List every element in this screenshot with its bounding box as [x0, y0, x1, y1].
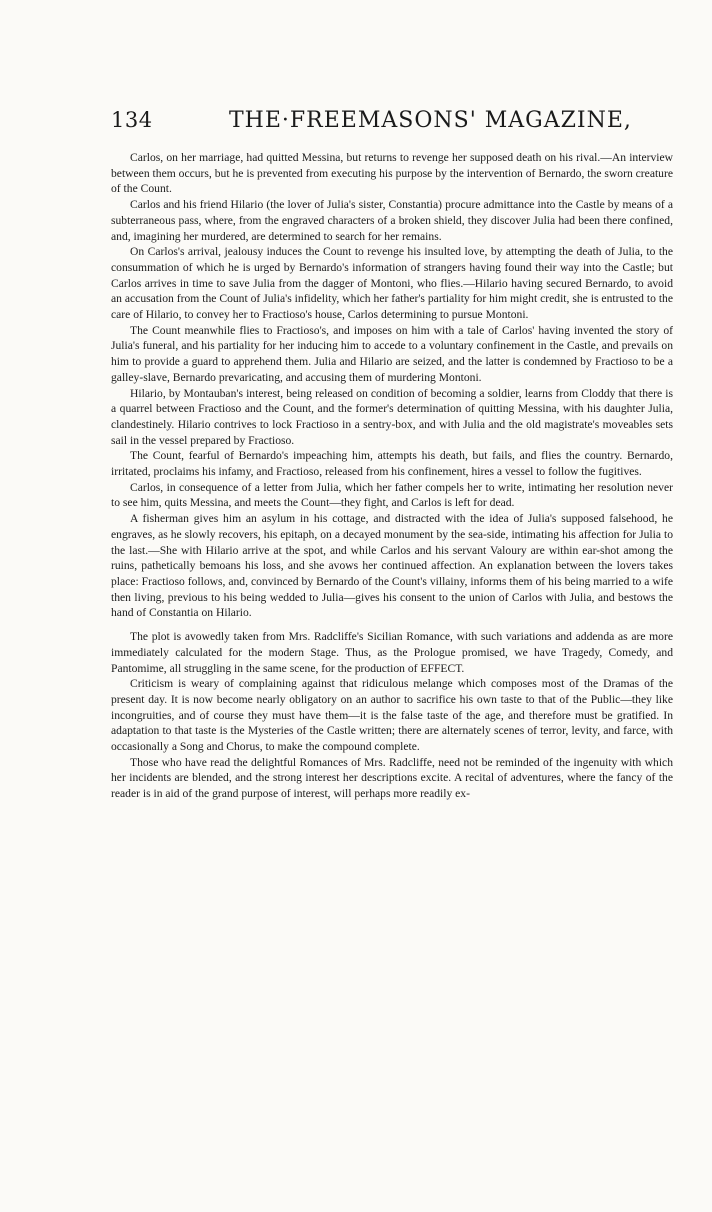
paragraph: Hilario, by Montauban's interest, being released on condition of becoming a soldier, learns from Cloddy that there is a quarrel between Fractioso and the Count, and the former's determination of quitting Messina, with his daughter Julia, clandestinely. Hilario contrives to lock Fractioso in a sentry-box, and with Julia and the old magistrate's moveables sets sail in the vessel prepared by Fractioso.: [111, 386, 673, 447]
running-title: THE·FREEMASONS' MAGAZINE,: [229, 108, 632, 133]
paragraph: Criticism is weary of complaining against that ridiculous melange which composes most of the Dramas of the present day. It is now become nearly obligatory on an author to sacrifice his own taste to that of the Public—they like incongruities, and of course they must have them—it is the false taste of the age, and therefore must be gratified. In adaptation to that taste is the Mysteries of the Castle written; there are alternately scenes of terror, levity, and farce, with occasionally a Song and Chorus, to make the compound complete.: [111, 677, 673, 754]
paragraph: On Carlos's arrival, jealousy induces the Count to revenge his insulted love, by attempting the death of Julia, to the consummation of which he is urged by Bernardo's information of strangers having found their way into the Castle; but Carlos arrives in time to save Julia from the dagger of Montoni, who flies.—Hilario having secured Bernardo, to avoid an accusation from the Count of Julia's infidelity, which her father's partiality for him might credit, she is entrusted to the care of Hilario, to convey her to Fractioso's house, Carlos determining to pursue Montoni.: [111, 245, 673, 322]
page-number: 134: [111, 108, 153, 132]
paragraph: The plot is avowedly taken from Mrs. Radcliffe's Sicilian Romance, with such variations and addenda as are more immediately calculated for the modern Stage. Thus, as the Prologue promised, we have Tragedy, Comedy, and Pantomime, all struggling in the same scene, for the production of EFFECT.: [111, 630, 673, 675]
paragraph: Carlos, in consequence of a letter from Julia, which her father compels her to write, intimating her resolution never to see him, quits Messina, and meets the Count—they fight, and Carlos is left for dead.: [111, 480, 673, 510]
page-header: [111, 108, 671, 138]
paragraph: A fisherman gives him an asylum in his cottage, and distracted with the idea of Julia's supposed falsehood, he engraves, as he slowly recovers, his epitaph, on a decayed monument by the sea-side, intimating his affection for Julia to the last.—She with Hilario arrive at the spot, and while Carlos and his servant Valoury are within ear-shot among the ruins, pathetically bemoans his loss, and she avows her continued affection. An explanation between the lovers takes place: Fractioso follows, and, convinced by Bernardo of the Count's villainy, informs them of his being married to a wife then living, previous to his being wedded to Julia—gives his consent to the union of Carlos with Julia, and bestows the hand of Constantia on Hilario.: [111, 512, 673, 620]
paragraph: Carlos and his friend Hilario (the lover of Julia's sister, Constantia) procure admittance into the Castle by means of a subterraneous pass, where, from the engraved characters of a broken shield, they discover Julia had been there confined, and, imagining her murdered, are determined to search for her remains.: [111, 198, 673, 243]
paragraph: The Count, fearful of Bernardo's impeaching him, attempts his death, but fails, and flies the country. Bernardo, irritated, proclaims his infamy, and Fractioso, released from his confinement, hires a vessel to follow the fugitives.: [111, 449, 673, 479]
article-body: [111, 150, 673, 802]
paragraph: Carlos, on her marriage, had quitted Messina, but returns to revenge her supposed death on his rival.—An interview between them occurs, but he is prevented from executing his purpose by the intervention of Bernardo, the sworn creature of the Count.: [111, 151, 673, 196]
paragraph: The Count meanwhile flies to Fractioso's, and imposes on him with a tale of Carlos' having invented the story of Julia's funeral, and his partiality for her inducing him to accede to a voluntary confinement in the Castle, and prevails on him to provide a guard to apprehend them. Julia and Hilario are seized, and the latter is condemned by Fractioso to be a galley-slave, Bernardo prevaricating, and accusing them of murdering Montoni.: [111, 323, 673, 384]
paragraph: Those who have read the delightful Romances of Mrs. Radcliffe, need not be reminded of the ingenuity with which her incidents are blended, and the strong interest her descriptions excite. A recital of adventures, where the fancy of the reader is in aid of the grand purpose of interest, will perhaps more readily ex-: [111, 755, 673, 801]
